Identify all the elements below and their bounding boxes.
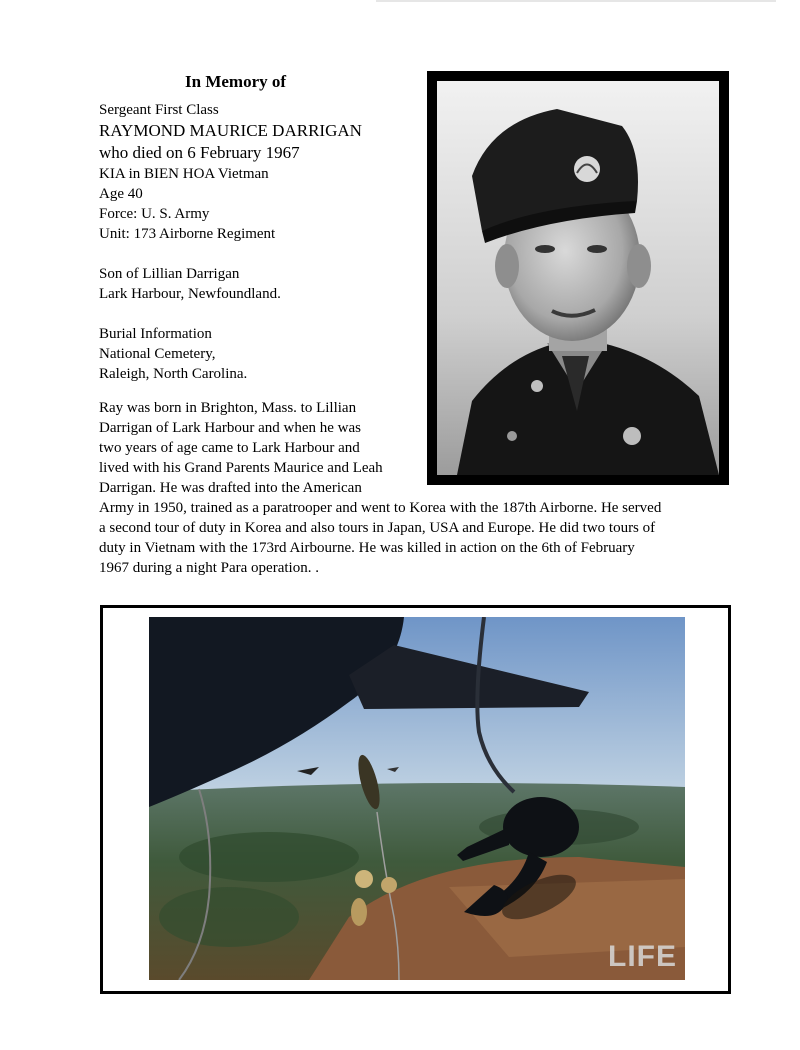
bio-line: Darrigan of Lark Harbour and when he was	[99, 420, 361, 436]
soldier-name: RAYMOND MAURICE DARRIGAN	[99, 121, 362, 140]
parent-line-2: Lark Harbour, Newfoundland.	[99, 286, 281, 302]
parent-line-1: Son of Lillian Darrigan	[99, 266, 240, 282]
soldier-portrait	[437, 81, 719, 475]
bio-line: Darrigan. He was drafted into the American	[99, 480, 362, 496]
kia-location: KIA in BIEN HOA Vietman	[99, 166, 269, 182]
memorial-heading: In Memory of	[185, 72, 287, 91]
burial-title: Burial Information	[99, 326, 212, 342]
top-divider	[376, 0, 776, 2]
memorial-info	[99, 100, 362, 384]
bio-line: a second tour of duty in Korea and also tours in Japan, USA and Europe. He did two tours of	[99, 520, 656, 536]
force-text: Force: U. S. Army	[99, 206, 210, 222]
bio-line: lived with his Grand Parents Maurice and Leah	[99, 460, 383, 476]
burial-line-1: National Cemetery,	[99, 346, 216, 362]
bio-line: 1967 during a night Para operation. .	[99, 560, 319, 576]
paratrooper-photo	[149, 617, 685, 980]
bio-line: duty in Vietnam with the 173rd Airbourne. He was killed in action on the 6th of February	[99, 540, 635, 556]
unit-text: Unit: 173 Airborne Regiment	[99, 226, 276, 242]
burial-line-2: Raleigh, North Carolina.	[99, 366, 248, 382]
life-photo-frame	[100, 605, 731, 994]
death-date: who died on 6 February 1967	[99, 143, 300, 162]
bio-line: Ray was born in Brighton, Mass. to Lillian	[99, 400, 357, 416]
bio-line: Army in 1950, trained as a paratrooper and went to Korea with the 187th Airborne. He served	[99, 500, 662, 516]
life-logo: LIFE	[608, 940, 677, 973]
age-text: Age 40	[99, 186, 143, 202]
portrait-frame	[427, 71, 729, 485]
bio-line: two years of age came to Lark Harbour and	[99, 440, 360, 456]
rank-text: Sergeant First Class	[99, 102, 219, 118]
